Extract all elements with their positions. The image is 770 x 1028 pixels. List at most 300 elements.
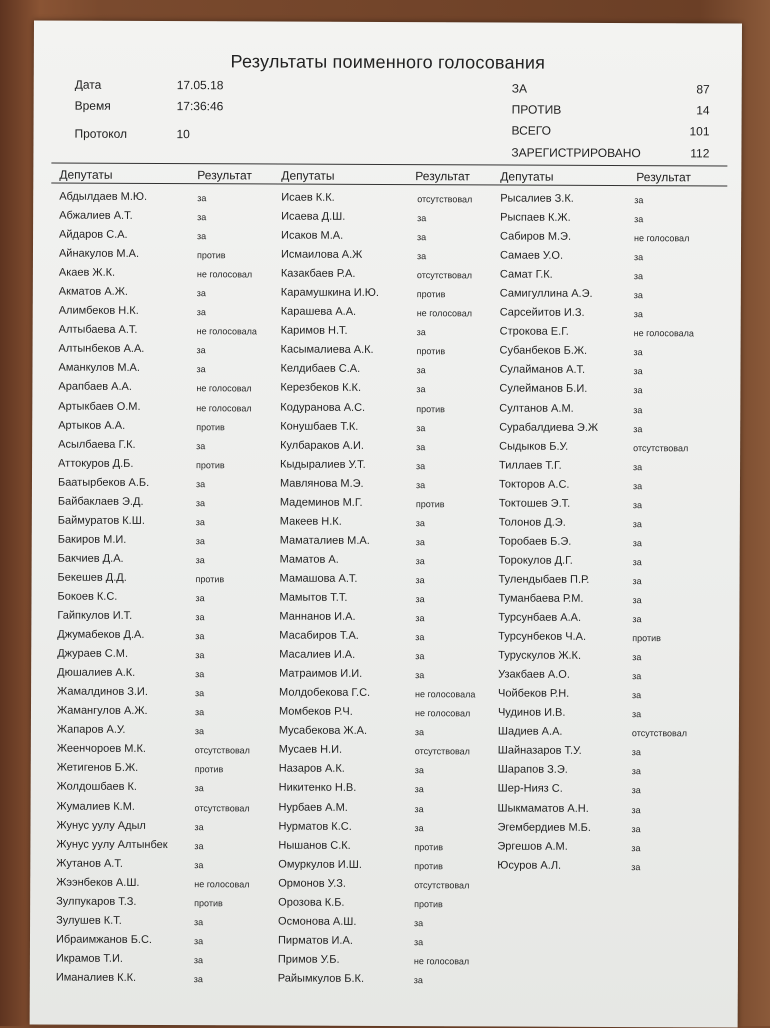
- deputy-name: Туманбаева Р.М.: [498, 592, 584, 605]
- vote-result: за: [193, 955, 204, 966]
- deputy-name: Мусаев Н.И.: [278, 743, 343, 757]
- vote-row: [58, 398, 273, 418]
- deputy-name: Келдибаев С.А.: [280, 362, 361, 376]
- deputies-column-3: [497, 190, 720, 877]
- vote-row: [498, 629, 718, 649]
- deputy-name: Шарапов З.Э.: [497, 763, 568, 777]
- vote-result: за: [194, 726, 205, 737]
- summary-against-label: ПРОТИВ: [511, 102, 562, 117]
- deputy-name: Жутанов А.Т.: [56, 857, 123, 870]
- vote-result: за: [194, 783, 204, 794]
- vote-row: [59, 322, 274, 342]
- deputy-name: Айдаров С.А.: [59, 228, 128, 241]
- summary-total-value: 101: [689, 124, 710, 139]
- vote-row: [280, 494, 495, 514]
- vote-row: [56, 817, 271, 837]
- vote-row: [278, 970, 493, 990]
- vote-row: [57, 722, 272, 742]
- vote-result: за: [195, 669, 205, 680]
- vote-row: [280, 361, 495, 381]
- deputy-name: Джураев С.М.: [57, 647, 129, 660]
- vote-row: [500, 267, 720, 287]
- vote-row: [56, 893, 271, 913]
- deputy-name: Исаков М.А.: [281, 229, 344, 242]
- deputy-name: Сулейманов Б.И.: [499, 382, 588, 396]
- vote-row: [59, 265, 274, 285]
- deputy-name: Карамушкина И.Ю.: [280, 286, 379, 300]
- vote-row: [279, 723, 494, 743]
- vote-result: не голосовал: [196, 402, 252, 413]
- deputy-name: Жетигенов Б.Ж.: [56, 761, 139, 775]
- vote-result: против: [194, 764, 224, 775]
- vote-result: против: [196, 459, 225, 470]
- vote-row: [498, 724, 718, 744]
- vote-row: [499, 362, 719, 382]
- deputy-name: Кодуранова А.С.: [280, 401, 366, 414]
- vote-result: за: [195, 555, 205, 566]
- summary-registered-value: 112: [690, 146, 710, 161]
- vote-row: [56, 855, 271, 875]
- summary-total-label: ВСЕГО: [511, 123, 551, 138]
- vote-row: [58, 436, 273, 456]
- vote-result: за: [196, 440, 206, 451]
- deputy-name: Узакбаев А.О.: [498, 668, 570, 681]
- vote-row: [57, 665, 272, 685]
- deputy-name: Асылбаева Г.К.: [58, 438, 136, 451]
- vote-result: за: [194, 707, 205, 718]
- column-header-result-2: Результат: [415, 169, 470, 184]
- vote-result: за: [196, 307, 206, 318]
- deputy-name: Баймуратов К.Ш.: [57, 514, 145, 527]
- deputy-name: Турускулов Ж.К.: [498, 649, 582, 662]
- vote-row: [58, 379, 273, 399]
- vote-result: за: [414, 784, 424, 795]
- vote-result: за: [413, 936, 424, 947]
- deputy-name: Маматов А.: [279, 553, 339, 566]
- vote-row: [281, 323, 496, 343]
- deputy-name: Султанов А.М.: [499, 402, 574, 415]
- deputy-name: Бакчиев Д.А.: [57, 552, 124, 565]
- deputy-name: Баатырбеков А.Б.: [57, 476, 150, 489]
- deputy-name: Исаева Д.Ш.: [281, 210, 346, 223]
- deputy-name: Рысалиев З.К.: [500, 192, 574, 205]
- summary-for-value: 87: [696, 82, 710, 97]
- deputy-name: Строкова Е.Г.: [499, 325, 569, 339]
- vote-row: [278, 932, 493, 952]
- deputy-name: Турсунбеков Ч.А.: [498, 630, 587, 643]
- deputy-name: Бекешев Д.Д.: [57, 571, 127, 584]
- vote-row: [498, 590, 718, 610]
- deputy-name: Каримов Н.Т.: [280, 324, 348, 338]
- vote-row: [279, 666, 494, 686]
- deputy-name: Арапбаев А.А.: [58, 381, 132, 394]
- vote-result: за: [415, 517, 425, 528]
- vote-result: против: [194, 897, 223, 909]
- vote-row: [499, 571, 719, 591]
- vote-row: [279, 647, 494, 667]
- vote-row: [500, 324, 720, 344]
- vote-row: [58, 455, 273, 475]
- deputy-name: Назаров А.К.: [278, 762, 345, 776]
- vote-row: [58, 512, 273, 532]
- deputy-name: Примов У.Б.: [277, 953, 340, 966]
- deputy-name: Байбаклаев Э.Д.: [57, 495, 144, 508]
- vote-result: не голосовал: [196, 269, 253, 280]
- deputy-name: Ормонов У.З.: [278, 877, 347, 890]
- vote-row: [498, 762, 718, 782]
- deputy-name: Осмонова А.Ш.: [278, 915, 357, 928]
- vote-result: за: [634, 214, 644, 225]
- deputy-name: Конушбаев Т.К.: [280, 420, 359, 433]
- vote-result: за: [633, 252, 644, 263]
- deputy-name: Самаев У.О.: [499, 249, 564, 262]
- vote-result: против: [195, 574, 225, 585]
- vote-row: [279, 609, 494, 629]
- vote-result: против: [414, 860, 443, 871]
- column-header-result-3: Результат: [636, 170, 691, 185]
- deputy-name: Артыкбаев О.М.: [58, 400, 141, 413]
- vote-row: [499, 457, 719, 477]
- vote-row: [500, 210, 720, 230]
- deputy-name: Молдобекова Г.С.: [279, 686, 371, 700]
- deputy-name: Зулушев К.Т.: [56, 914, 122, 927]
- deputy-name: Зулпукаров Т.З.: [56, 895, 137, 908]
- vote-result: за: [195, 536, 205, 547]
- deputy-name: Джумабеков Д.А.: [57, 628, 145, 642]
- deputy-name: Акматов А.Ж.: [58, 285, 128, 299]
- vote-result: отсутствовал: [194, 745, 250, 756]
- deputy-name: Касымалиева А.К.: [280, 343, 374, 357]
- vote-row: [59, 227, 274, 247]
- vote-result: за: [195, 478, 206, 489]
- vote-result: за: [415, 651, 425, 662]
- vote-result: за: [415, 613, 425, 624]
- vote-result: против: [196, 250, 226, 261]
- vote-result: за: [632, 537, 642, 548]
- vote-result: за: [633, 385, 643, 396]
- vote-row: [499, 419, 719, 439]
- deputy-name: Эргешов А.М.: [497, 840, 568, 853]
- vote-row: [58, 417, 273, 437]
- vote-row: [499, 476, 719, 496]
- vote-row: [59, 341, 274, 361]
- vote-result: за: [416, 365, 426, 376]
- deputy-name: Токтошев Э.Т.: [498, 497, 571, 510]
- vote-result: отсутствовал: [414, 746, 470, 757]
- vote-result: за: [631, 861, 641, 872]
- deputy-name: Жунус уулу Адыл: [56, 819, 146, 832]
- vote-result: за: [417, 232, 427, 243]
- deputy-name: Мамытов Т.Т.: [279, 591, 348, 604]
- vote-row: [280, 475, 495, 495]
- vote-result: не голосовал: [196, 383, 252, 394]
- vote-result: против: [196, 421, 225, 432]
- deputy-name: Мамашова А.Т.: [279, 572, 358, 585]
- vote-result: за: [196, 288, 206, 299]
- vote-result: за: [632, 614, 642, 625]
- deputy-name: Тулендыбаев П.Р.: [498, 573, 590, 586]
- deputy-name: Аттокуров Д.Б.: [58, 457, 134, 470]
- deputy-name: Самигуллина А.Э.: [499, 287, 593, 301]
- deputy-name: Ибраимжанов Б.С.: [55, 933, 153, 946]
- vote-result: за: [631, 804, 641, 815]
- deputy-name: Самат Г.К.: [499, 268, 553, 281]
- vote-row: [499, 400, 719, 420]
- deputy-name: Субанбеков Б.Ж.: [499, 344, 588, 358]
- vote-row: [279, 590, 494, 610]
- vote-result: за: [196, 345, 206, 356]
- vote-result: за: [632, 690, 642, 701]
- deputy-name: Никитенко Н.В.: [278, 781, 357, 795]
- column-header-deputies-1: Депутаты: [59, 167, 113, 182]
- vote-result: за: [195, 593, 205, 604]
- deputy-name: Карашева А.А.: [280, 305, 357, 319]
- vote-result: за: [631, 709, 642, 720]
- vote-row: [57, 779, 272, 799]
- deputy-name: Алтынбеков А.А.: [58, 342, 145, 356]
- vote-result: против: [414, 841, 444, 852]
- vote-result: за: [632, 518, 642, 529]
- vote-result: за: [633, 366, 643, 377]
- vote-row: [57, 798, 272, 818]
- vote-row: [57, 741, 272, 761]
- vote-row: [497, 838, 717, 858]
- deputy-name: Нышанов С.К.: [278, 839, 351, 852]
- vote-row: [279, 628, 494, 648]
- deputy-name: Райымкулов Б.К.: [277, 972, 365, 985]
- time-value: 17:36:46: [176, 99, 224, 114]
- vote-result: не голосовала: [196, 326, 257, 337]
- deputy-name: Артыков А.А.: [58, 419, 126, 432]
- vote-row: [56, 931, 271, 951]
- deputy-name: Сулайманов А.Т.: [499, 363, 586, 377]
- page-title: Результаты поименного голосования: [230, 51, 546, 73]
- vote-row: [58, 550, 273, 570]
- vote-result: не голосовал: [634, 233, 690, 244]
- vote-result: за: [416, 384, 426, 395]
- vote-result: против: [414, 898, 443, 909]
- vote-result: отсутствовал: [194, 802, 250, 813]
- vote-result: за: [633, 404, 643, 415]
- vote-row: [281, 190, 496, 210]
- vote-result: против: [416, 346, 446, 357]
- deputy-name: Масалиев И.А.: [279, 648, 356, 661]
- vote-result: отсутствовал: [633, 442, 689, 453]
- vote-result: за: [415, 594, 425, 605]
- vote-row: [500, 343, 720, 363]
- vote-row: [498, 667, 718, 687]
- vote-row: [278, 875, 493, 895]
- deputy-name: Макеев Н.К.: [279, 515, 342, 528]
- deputy-name: Толонов Д.Э.: [498, 516, 566, 529]
- deputy-name: Казакбаев Р.А.: [280, 267, 356, 281]
- vote-result: за: [195, 516, 205, 528]
- vote-result: за: [417, 213, 427, 224]
- vote-row: [278, 913, 493, 933]
- vote-row: [280, 418, 495, 438]
- vote-result: за: [194, 916, 204, 927]
- deputy-name: Торокулов Д.Г.: [498, 554, 573, 567]
- vote-row: [57, 684, 272, 704]
- vote-result: за: [197, 231, 207, 242]
- vote-row: [500, 229, 720, 249]
- deputy-name: Дюшалиев А.К.: [57, 666, 136, 680]
- vote-result: за: [634, 195, 644, 206]
- vote-result: за: [632, 671, 642, 682]
- vote-result: за: [416, 251, 427, 262]
- deputy-name: Сыдыков Б.У.: [499, 440, 569, 453]
- vote-row: [280, 380, 495, 400]
- vote-row: [499, 381, 719, 401]
- vote-result: за: [632, 652, 642, 663]
- deputy-name: Шайназаров Т.У.: [497, 744, 582, 758]
- column-header-result-1: Результат: [197, 168, 252, 183]
- vote-row: [280, 532, 495, 552]
- deputies-column-1: [56, 189, 274, 990]
- vote-row: [500, 286, 720, 306]
- deputy-name: Орозова К.Б.: [278, 896, 345, 909]
- vote-row: [280, 456, 495, 476]
- vote-result: не голосовал: [416, 308, 473, 319]
- deputy-name: Жунус уулу Алтынбек: [56, 838, 168, 851]
- vote-row: [278, 856, 493, 876]
- deputy-name: Жамангулов А.Ж.: [56, 704, 148, 718]
- vote-result: за: [631, 842, 641, 853]
- deputy-name: Сабиров М.Э.: [500, 230, 572, 243]
- deputy-name: Кыдыралиев У.Т.: [280, 458, 366, 471]
- vote-result: за: [414, 765, 424, 776]
- vote-row: [498, 686, 718, 706]
- vote-result: за: [632, 480, 643, 491]
- deputy-name: Турсунбаев А.А.: [498, 611, 582, 624]
- vote-result: за: [194, 859, 204, 870]
- summary-for-label: ЗА: [511, 81, 528, 96]
- vote-result: за: [415, 536, 425, 548]
- vote-result: за: [633, 347, 643, 358]
- vote-result: за: [632, 576, 642, 587]
- vote-result: за: [195, 688, 205, 699]
- vote-result: против: [416, 403, 445, 414]
- vote-result: за: [631, 785, 641, 796]
- vote-row: [278, 818, 493, 838]
- vote-row: [278, 951, 493, 971]
- vote-row: [281, 285, 496, 305]
- vote-result: за: [633, 271, 644, 282]
- deputy-name: Мадеминов М.Г.: [279, 496, 363, 509]
- vote-result: за: [195, 612, 205, 623]
- deputy-name: Аманкулов М.А.: [58, 361, 140, 375]
- vote-row: [279, 761, 494, 781]
- vote-result: за: [415, 632, 425, 643]
- vote-row: [499, 495, 719, 515]
- voting-results-sheet: [30, 20, 742, 1027]
- vote-row: [57, 589, 272, 609]
- vote-row: [57, 703, 272, 723]
- vote-result: за: [195, 650, 205, 661]
- deputy-name: Маматалиев М.А.: [279, 534, 370, 547]
- vote-result: не голосовал: [194, 878, 250, 890]
- deputy-name: Маннанов И.А.: [279, 610, 356, 623]
- deputy-name: Нурбаев А.М.: [278, 801, 348, 814]
- deputy-name: Абдылдаев М.Ю.: [59, 190, 148, 203]
- vote-row: [278, 894, 493, 914]
- vote-result: за: [414, 822, 424, 833]
- vote-row: [280, 570, 495, 590]
- vote-row: [56, 874, 271, 894]
- vote-row: [278, 837, 493, 857]
- vote-result: за: [633, 309, 643, 320]
- deputy-name: Алтыбаева А.Т.: [58, 323, 138, 337]
- column-header-deputies-3: Депутаты: [500, 169, 554, 184]
- column-header-deputies-2: Депутаты: [281, 168, 335, 183]
- deputy-name: Бокоев К.С.: [57, 590, 118, 603]
- deputy-name: Масабиров Т.А.: [279, 629, 359, 642]
- deputy-name: Акаев Ж.К.: [58, 266, 116, 279]
- vote-result: за: [195, 631, 205, 642]
- deputy-name: Пирматов И.А.: [277, 934, 353, 947]
- vote-result: за: [416, 422, 426, 433]
- vote-result: отсутствовал: [416, 270, 473, 281]
- deputy-name: Юсуров А.Л.: [497, 859, 562, 872]
- vote-result: отсутствовал: [631, 728, 688, 739]
- vote-row: [499, 552, 719, 572]
- time-label: Время: [74, 98, 111, 113]
- deputy-name: Матраимов И.И.: [279, 667, 363, 681]
- deputy-name: Иманалиев К.К.: [55, 971, 137, 984]
- vote-result: за: [632, 595, 642, 606]
- protocol-label: Протокол: [74, 126, 128, 141]
- deputy-name: Сурабалдиева Э.Ж: [499, 421, 599, 434]
- deputy-name: Шер-Нияз С.: [497, 782, 563, 796]
- vote-result: за: [633, 461, 643, 472]
- deputy-name: Бакиров М.И.: [57, 533, 127, 546]
- vote-row: [281, 228, 496, 248]
- vote-row: [500, 305, 720, 325]
- header-divider: [51, 163, 727, 167]
- vote-result: за: [631, 766, 641, 777]
- vote-row: [58, 474, 273, 494]
- vote-row: [59, 246, 274, 266]
- deputy-name: Токторов А.С.: [498, 478, 570, 491]
- vote-row: [279, 742, 494, 762]
- vote-row: [58, 531, 273, 551]
- vote-row: [498, 743, 718, 763]
- vote-row: [500, 190, 720, 210]
- vote-result: за: [414, 917, 424, 928]
- vote-row: [498, 610, 718, 630]
- vote-row: [281, 209, 496, 229]
- vote-result: за: [197, 193, 207, 204]
- vote-result: за: [631, 823, 641, 834]
- vote-result: против: [415, 498, 445, 510]
- vote-result: за: [416, 441, 426, 452]
- vote-row: [281, 342, 496, 362]
- vote-result: не голосовал: [414, 708, 471, 719]
- vote-row: [499, 533, 719, 553]
- deputy-name: Момбеков Р.Ч.: [278, 705, 353, 719]
- deputy-name: Мавлянова М.Э.: [279, 477, 364, 490]
- vote-row: [280, 399, 495, 419]
- deputy-name: Абжалиев А.Т.: [59, 209, 133, 222]
- vote-row: [56, 836, 271, 856]
- vote-row: [279, 799, 494, 819]
- vote-result: за: [193, 974, 203, 985]
- deputy-name: Икрамов Т.И.: [55, 952, 123, 965]
- vote-row: [279, 704, 494, 724]
- vote-row: [280, 551, 495, 571]
- deputy-name: Гайпкулов И.Т.: [57, 609, 133, 622]
- deputy-name: Шадиев А.А.: [497, 725, 563, 739]
